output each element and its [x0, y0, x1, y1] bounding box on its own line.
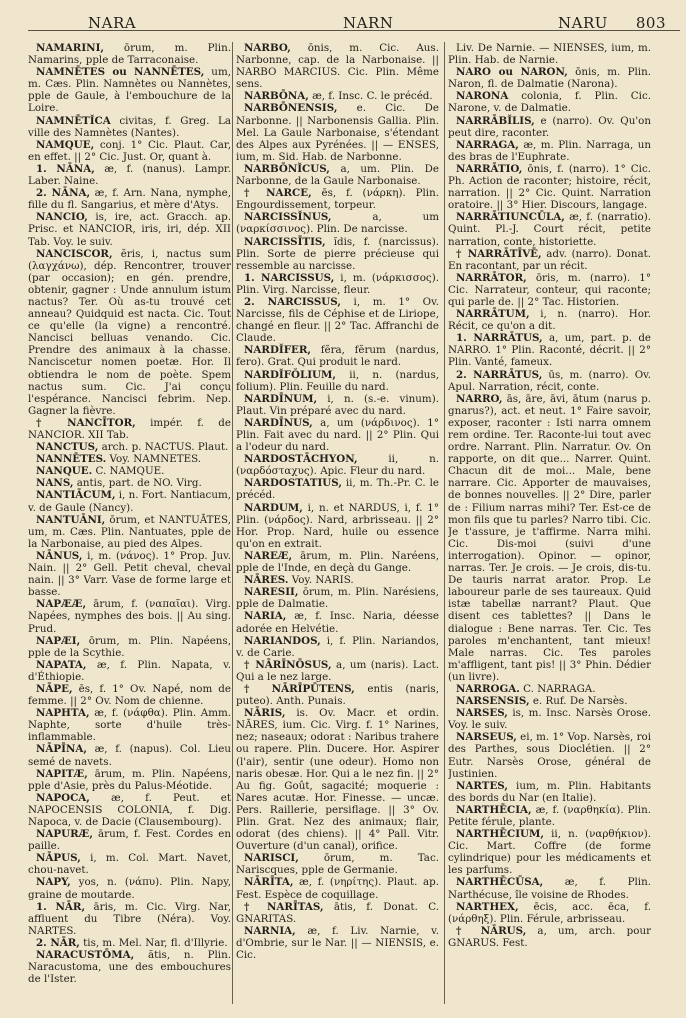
column-left — [28, 42, 231, 1012]
dictionary-entry — [28, 115, 231, 139]
entry-headword: NAREÆ, — [244, 549, 293, 562]
entry-definition: ătis, n. Plin. Naracustoma, une des embouchures de l'Ister. — [28, 949, 231, 986]
entry-definition: ōnis, m. Plin. Naron, fl. de Dalmatie (Narona). — [448, 66, 651, 91]
entry-headword: NĀRIS, — [244, 707, 286, 720]
dictionary-entry — [28, 465, 231, 477]
dictionary-entry — [28, 743, 231, 767]
entry-headword: NARDĬFŎLIUM, — [244, 368, 337, 381]
entry-definition: æ, f. Insc. Naria, déesse adorée en Helvétie. — [236, 610, 439, 635]
dictionary-entry — [236, 610, 439, 634]
entry-headword: NANCTUS, — [36, 441, 99, 454]
dictionary-entry — [448, 66, 651, 90]
entry-definition: æ, f. (νηρίτης). Plaut. ap. Fest. Espèce de coquillage. — [236, 876, 439, 901]
dictionary-entry — [236, 102, 439, 162]
entry-definition: C. NAMQUE. — [92, 465, 165, 478]
dictionary-entry — [448, 163, 651, 211]
entry-headword: 2. NĀR, — [36, 936, 80, 949]
entry-headword: 2. NARRĀTUS, — [456, 368, 543, 381]
entry-headword: NARBŌNĬCUS, — [244, 162, 330, 175]
entry-definition: æ, f. (narratio). Quint. Pl.-J. Court récit, petite narration, conte, historiette. — [448, 211, 651, 248]
entry-headword: NAPÆI, — [36, 634, 81, 647]
entry-headword: NANNĒTES. — [36, 453, 107, 466]
entry-definition: arch. p. NACTUS. Plaut. — [98, 441, 229, 454]
dictionary-entry — [448, 393, 651, 683]
entry-definition: i, m. 1° Ov. Narcisse, fils de Céphise et de Liriope, changé en fleur. || 2° Tac. Affranchi de Claude. — [236, 295, 439, 345]
entry-headword: NAPURÆ, — [36, 828, 93, 841]
entry-definition: a, um, arch. pour GNARUS. Fest. — [448, 924, 651, 949]
dictionary-entry — [28, 453, 231, 465]
entry-headword: NARONA — [456, 90, 509, 103]
entry-definition: ūs, m. (narro). Ov. Apul. Narration, récit, conte. — [448, 368, 651, 393]
entry-headword: NAPOCA, — [36, 791, 90, 804]
entry-headword: NAPÆÆ, — [36, 598, 87, 611]
dictionary-entry — [448, 332, 651, 368]
dictionary-entry — [236, 296, 439, 344]
entry-headword: NANCISCOR, — [36, 247, 113, 260]
dictionary-entry — [236, 586, 439, 610]
entry-headword: NANTIĀCUM, — [36, 489, 116, 502]
entry-definition: adv. (narro). Donat. En racontant, par un récit. — [448, 247, 651, 272]
dictionary-entry — [448, 804, 651, 828]
dictionary-entry — [448, 780, 651, 804]
entry-definition: āris, m. Cic. Virg. Nar, affluent du Tibre (Néra). Voy. NARTES. — [28, 900, 231, 937]
entry-headword: NARIANDOS, — [244, 634, 321, 647]
dictionary-entry — [448, 139, 651, 163]
header-left-guide-word: NARA — [88, 14, 137, 32]
entry-headword: NARDĪNUM, — [244, 392, 318, 405]
dictionary-entry — [28, 441, 231, 453]
dictionary-entry — [236, 163, 439, 187]
entry-definition: is, ire, act. Gracch. ap. Prisc. et NANCIOR, iris, iri, dép. XII Tab. Voy. le suiv. — [28, 211, 231, 248]
entry-headword: † NARĪTAS, — [244, 900, 324, 913]
entry-definition: civitas, f. Greg. La ville des Namnètes (Nantes). — [28, 114, 231, 139]
entry-definition: ārum, m. Plin. Napéens, pple d'Asie, près du Palus-Méotide. — [28, 767, 231, 792]
entry-definition: C. NARRAGA. — [519, 682, 596, 695]
entry-definition: ōris, m. (narro). 1° Cic. Narrateur, conteur, qui raconte; qui parle de. || 2° Tac. Historien. — [448, 271, 651, 308]
entry-definition: is. Ov. Macr. et ordin. NĀRES, ium. Cic. Virg. f. 1° Narines, nez; naseaux; odorat : Naribus trahere ou rapere. Plin. Ducere. Hor. Aspirer (l'air), sentir (une odeur). Homo non naris obesæ. Hor. Qui a le nez fin. || 2° Au fig. Goût, sagacité; moquerie : Nares acutæ. Hor. Finesse. — uncæ. Pers. Raillerie, persiflage. || 3° Ov. Plin. Grat. Nez des animaux; flair, odorat (des chiens). || 4° Pall. Vitr. Ouverture (d'un canal), orifice. — [236, 707, 439, 853]
dictionary-entry — [28, 828, 231, 852]
entry-definition: ēcis, acc. ēca, f. (νάρθηξ). Plin. Férule, arbrisseau. — [448, 900, 651, 925]
dictionary-entry — [236, 453, 439, 477]
entry-headword: NARRĀTIO, — [456, 162, 523, 175]
page-number: 803 — [635, 14, 666, 32]
dictionary-entry — [28, 598, 231, 634]
dictionary-entry — [28, 852, 231, 876]
entry-definition: tis, m. Mel. Nar, fl. d'Illyrie. — [79, 936, 228, 949]
dictionary-entry — [28, 248, 231, 417]
entry-definition: æ, f. Peut. et NAPOCENSIS COLONIA, f. Dig. Napoca, v. de Dacie (Clausembourg). — [28, 791, 231, 828]
dictionary-entry — [28, 163, 231, 187]
dictionary-entry — [28, 635, 231, 659]
dictionary-entry — [28, 477, 231, 489]
entry-definition: impér. f. de NANCIOR. XII Tab. — [28, 416, 231, 441]
entry-headword: NARBŌNENSIS, — [244, 102, 338, 115]
entry-headword: NARRĀTOR, — [456, 271, 527, 284]
dictionary-entry — [28, 876, 231, 900]
entry-definition: a, um (naris). Lact. Qui a le nez large. — [236, 658, 439, 683]
dictionary-entry — [448, 369, 651, 393]
dictionary-entry — [236, 901, 439, 925]
dictionary-entry — [28, 937, 231, 949]
dictionary-entry — [236, 272, 439, 296]
dictionary-entry — [28, 514, 231, 550]
entry-definition: a, um (νάρδινος). 1° Plin. Fait avec du nard. || 2° Plin. Qui a l'odeur du nard. — [236, 416, 439, 454]
entry-headword: NĀRĪTA, — [244, 876, 294, 889]
dictionary-entry — [28, 949, 231, 985]
entry-headword: NARSEUS, — [456, 731, 517, 744]
entry-headword: NĀNUS, — [36, 549, 83, 562]
entry-headword: NARESII, — [244, 586, 299, 599]
entry-definition: ii, n. (nardus, folium). Plin. Feuille du nard. — [236, 368, 439, 393]
entry-definition: ii, n. (ναρδόσταχυς). Apic. Fleur du nard. — [236, 453, 439, 478]
entry-headword: NAMNĒTES ou NANNĒTES, — [36, 66, 205, 79]
entry-definition: æ, f. (napus). Col. Lieu semé de navets. — [28, 743, 231, 768]
dictionary-entry — [236, 574, 439, 586]
dictionary-entry — [448, 731, 651, 779]
entry-headword: NĀRES. — [244, 574, 289, 587]
entry-headword: 2. NARCISSUS, — [244, 295, 341, 308]
dictionary-entry — [28, 901, 231, 937]
dictionary-entry — [236, 852, 439, 876]
entry-definition: ei, m. 1° Vop. Narsès, roi des Parthes, sous Dioclétien. || 2° Eutr. Narsès Orose, général de Justinien. — [448, 731, 651, 780]
entry-definition: ii, n. (ναρθήκιον). Cic. Mart. Coffre (de forme cylindrique) pour les médicaments et les parfums. — [448, 828, 651, 877]
entry-headword: NARTHĒCIUM, — [456, 828, 544, 841]
entry-headword: NANS, — [36, 477, 74, 490]
entry-headword: 2. NĀNA, — [36, 187, 91, 200]
column-right — [448, 42, 651, 1012]
entry-headword: NARNIA, — [244, 924, 296, 937]
dictionary-entry — [236, 550, 439, 574]
dictionary-entry — [236, 417, 439, 453]
entry-headword: † NANCĪTOR, — [36, 416, 136, 429]
entry-definition: i, m. (νάρκισσος). Plin. Virg. Narcisse, fleur. — [236, 271, 439, 296]
entry-definition: ārum, f. Fest. Cordes en paille. — [28, 828, 231, 853]
entry-headword: † NĀRUS, — [456, 924, 527, 937]
entry-definition: Liv. De Narnie. — NIENSES, ium, m. Plin. Hab. de Narnie. — [448, 42, 651, 67]
dictionary-entry — [448, 683, 651, 695]
entry-headword: † NARRĀTĪVĒ, — [456, 247, 542, 260]
dictionary-entry — [448, 828, 651, 876]
entry-headword: NARBŌNA, — [244, 90, 309, 103]
entry-definition: i, m. Col. Mart. Navet, chou-navet. — [28, 852, 231, 877]
entry-definition: ĕris, i, nactus sum (λαγχάνω), dép. Rencontrer, trouver (par occasion); en gén. prendre, obtenir, gagner : Unde annulum istum nactus? Ter. Où as-tu trouvé cet anneau? Quidquid est nacta. Cic. Tout ce qu'elle (la vigne) a rencontré. Nancisci belluas venando. Cic. Prendre des animaux à la chasse. Nanciscetur nomen poetæ. Hor. Il obtiendra le nom de poète. Spem nactus sum. Cic. J'ai conçu l'espérance. Nancisci febrim. Nep. Gagner la fièvre. — [28, 247, 231, 417]
dictionary-entry — [28, 42, 231, 66]
entry-definition: æ, f. (νάφθα). Plin. Amm. Naphte, sorte d'huile très-inflammable. — [28, 707, 231, 744]
entry-definition: æ, f. Plin. Narthécuse, île voisine de Rhodes. — [448, 876, 651, 901]
entry-headword: NAPY, — [36, 876, 71, 889]
entry-headword: NARRĀTUM, — [456, 308, 530, 321]
entry-definition: i, n. et NARDUS, i, f. 1° Plin. (νάρδος). Nard, arbrisseau. || 2° Hor. Prop. Nard, huile ou essence qu'on en extrait. — [236, 501, 439, 550]
entry-headword: NAPHTA, — [36, 707, 90, 720]
entry-definition: fĕra, fĕrum (nardus, fero). Grat. Qui produit le nard. — [236, 344, 439, 369]
entry-definition: æ, f. (nanus). Lampr. Laber. Naine. — [28, 162, 231, 188]
entry-definition: ōnis, m. Cic. Aus. Narbonne, cap. de la Narbonaise. || NARBO MARCIUS. Cic. Plin. Même sens. — [236, 42, 439, 91]
entry-definition: ĭdis, f. (narcissus). Plin. Sorte de pierre précieuse qui ressemble au narcisse. — [236, 235, 439, 272]
entry-headword: NARRĀTIUNCŪLA, — [456, 211, 565, 224]
entry-definition: i, m. (νάνος). 1° Prop. Juv. Nain. || 2° Gell. Petit cheval, cheval nain. || 3° Varr. Vase de forme large et basse. — [28, 549, 231, 599]
entry-headword: NARTHĒCŪSA, — [456, 876, 544, 889]
header-center-guide-word: NARN — [343, 14, 394, 32]
entry-definition: æ, f. Insc. C. le précéd. — [308, 90, 433, 103]
entry-definition: æ, f. Arn. Nana, nymphe, fille du fl. Sangarius, et mère d'Atys. — [28, 187, 231, 212]
dictionary-entry — [448, 42, 651, 66]
dictionary-entry — [236, 187, 439, 211]
column-divider — [232, 42, 233, 1004]
dictionary-entry — [28, 139, 231, 163]
entry-headword: NAMARINI, — [36, 42, 104, 54]
dictionary-entry — [448, 115, 651, 139]
entry-definition: ōrum, et NANTUĀTES, um, m. Cæs. Plin. Nantuates, pple de la Narbonaise, au pied des Alpes. — [28, 513, 231, 550]
entry-definition: yos, n. (νάπυ). Plin. Napy, graine de moutarde. — [28, 876, 231, 901]
dictionary-entry — [28, 659, 231, 683]
entry-headword: NARO ou NARON, — [456, 66, 568, 79]
dictionary-entry — [448, 248, 651, 272]
entry-definition: is, m. Insc. Narsès Orose. Voy. le suiv. — [448, 707, 651, 732]
entry-definition: a, um (ναρκίσσινος). Plin. De narcisse. — [236, 211, 439, 236]
entry-definition: i, n. Fort. Nantiacum, v. de Gaule (Nancy). — [28, 489, 231, 514]
entry-definition: ēs, f. (νάρκη). Plin. Engourdissement, torpeur. — [236, 187, 439, 212]
entry-definition: æ, f. Plin. Napata, v. d'Éthiopie. — [28, 658, 231, 683]
entry-definition: i, n. (s.-e. vinum). Plaut. Vin préparé avec du nard. — [236, 392, 439, 417]
dictionary-entry — [236, 393, 439, 417]
dictionary-entry — [28, 66, 231, 114]
dictionary-entry — [28, 211, 231, 247]
entry-headword: NANQUE. — [36, 465, 93, 478]
dictionary-entry — [236, 683, 439, 707]
entry-definition: ii, m. Th.-Pr. C. le précéd. — [236, 477, 439, 502]
dictionary-entry — [448, 876, 651, 900]
dictionary-entry — [28, 187, 231, 211]
entry-definition: e (narro). Ov. Qu'on peut dire, raconter. — [448, 114, 651, 139]
entry-headword: 1. NARRĀTUS, — [456, 332, 543, 345]
entry-definition: æ, m. Plin. Narraga, un des bras de l'Euphrate. — [448, 138, 651, 163]
entry-headword: NANTUĀNI, — [36, 513, 106, 526]
entry-headword: NĀPE, — [36, 682, 73, 695]
entry-headword: NARSENSIS, — [456, 695, 530, 708]
dictionary-entry — [28, 768, 231, 792]
dictionary-entry — [448, 211, 651, 247]
entry-headword: NARDOSTATIUS, — [244, 477, 342, 490]
dictionary-entry — [236, 90, 439, 102]
entry-headword: NARTHEX, — [456, 900, 519, 913]
dictionary-entry — [236, 211, 439, 235]
entry-definition: Voy. NAMNETES. — [106, 453, 202, 466]
entry-definition: Voy. NARIS. — [288, 574, 354, 587]
entry-headword: † NARCE, — [244, 187, 312, 200]
dictionary-entry — [448, 925, 651, 949]
dictionary-entry — [236, 369, 439, 393]
entry-definition: ium, m. Plin. Habitants des bords du Nar (en Italie). — [448, 779, 651, 804]
entry-definition: æ, f. Liv. Narnie, v. d'Ombrie, sur le Nar. || — NIENSIS, e. Cic. — [236, 924, 439, 962]
entry-headword: NĀPUS, — [36, 852, 81, 865]
entry-definition: entis (naris, puteo). Anth. Punais. — [236, 682, 439, 708]
entry-headword: NARRĀBĬLIS, — [456, 114, 535, 127]
dictionary-entry — [448, 901, 651, 925]
columns — [28, 42, 672, 1017]
entry-headword: NANCIO, — [36, 211, 88, 224]
header-right-guide-word: NARU — [558, 14, 608, 32]
dictionary-entry — [236, 635, 439, 659]
dictionary-entry — [236, 344, 439, 368]
dictionary-entry — [236, 236, 439, 272]
entry-definition: um, m. Cæs. Plin. Namnètes ou Nannètes, pple de Gaule, à l'embouchure de la Loire. — [28, 66, 231, 115]
entry-headword: NARACUSTŌMA, — [36, 949, 135, 962]
entry-headword: NAMNĒTĬCA — [36, 114, 111, 127]
dictionary-entry — [236, 707, 439, 852]
entry-definition: e. Cic. De Narbonne. || Narbonensis Gallia. Plin. Mel. La Gaule Narbonaise, s'étendant des Alpes aux Pyrénées. || — ENSES, ium, m. Sid. Hab. de Narbonne. — [236, 102, 439, 163]
entry-definition: ōrum, m. Plin. Napéens, pple de la Scythie. — [28, 634, 231, 659]
entry-definition: antis, part. de NO. Virg. — [73, 477, 202, 490]
column-divider — [444, 42, 445, 1004]
entry-headword: NARDUM, — [244, 501, 303, 514]
dictionary-entry — [28, 489, 231, 513]
entry-definition: æ, f. (ναρθηκία). Plin. Petite férule, plante. — [448, 803, 651, 828]
running-header — [28, 10, 672, 32]
entry-definition: a, um. Plin. De Narbonne, de la Gaule Narbonaise. — [236, 162, 439, 188]
entry-definition: ās, āre, āvi, ātum (narus p. gnarus?), act. et neut. 1° Faire savoir, exposer, raconter : Isti narra omnem rem ordine. Ter. Raconte-lui tout avec ordre. Narrant. Plin. Narratur. Ov. On rapporte, on dit que... Narrer. Quint. Chacun dit de moi... Male, bene narrare. Cic. Apporter de mauvaises, de bonnes nouvelles. || 2° Dire, parler de : Filium narras mihi? Ter. Est-ce de mon fils que tu parles? Narro tibi. Cic. Je t'assure, je t'affirme. Narra mihi. Cic. Dis-moi (suivi d'une interrogation). Opinor. — opinor, narras. Ter. Je crois. — Je crois, dis-tu. De tauris narrat arator. Prop. Le laboureur parle de ses taureaux. Quid istæ tabellæ narrant? Plaut. Que disent ces tablettes? || Dans le dialogue : Bene narras. Ter. Cic. Tes paroles m'enchantent, tant mieux! Male narras. Cic. Tes paroles m'affligent, tant pis! || 3° Phin. Dédier (un livre). — [448, 392, 651, 683]
entry-definition: ārum, f. (ναπαῖαι). Virg. Napées, nymphes des bois. || Au sing. Prud. — [28, 598, 231, 635]
dictionary-entry — [448, 695, 651, 707]
dictionary-entry — [448, 90, 651, 114]
entry-headword: 1. NĀNA, — [36, 162, 95, 175]
entry-definition: ōrum, m. Plin. Narésiens, pple de Dalmatie. — [236, 586, 439, 611]
entry-headword: NARBO, — [244, 42, 291, 54]
dictionary-entry — [28, 792, 231, 828]
entry-headword: NARROGA. — [456, 682, 520, 695]
entry-headword: NARCISSĬNUS, — [244, 211, 332, 224]
entry-definition: ōrum, m. Plin. Namarins, pple de Tarraconaise. — [28, 42, 231, 67]
entry-definition: i, n. (narro). Hor. Récit, ce qu'on a dit. — [448, 308, 651, 333]
dictionary-entry — [236, 42, 439, 90]
entry-headword: NARRAGA, — [456, 138, 519, 151]
dictionary-entry — [448, 272, 651, 308]
dictionary-entry — [236, 477, 439, 501]
entry-headword: 1. NARCISSUS, — [244, 271, 335, 284]
dictionary-entry — [28, 417, 231, 441]
entry-headword: NAPATA, — [36, 658, 87, 671]
entry-headword: NARDOSTĀCHYON, — [244, 453, 358, 466]
header-rule — [28, 30, 680, 31]
entry-headword: NARIA, — [244, 610, 287, 623]
entry-definition: conj. 1° Cic. Plaut. Car, en effet. || 2° Cic. Just. Or, quant à. — [28, 138, 231, 163]
dictionary-entry — [28, 707, 231, 743]
entry-headword: NARCISSĪTIS, — [244, 235, 326, 248]
dictionary-entry — [236, 502, 439, 550]
dictionary-entry — [28, 683, 231, 707]
dictionary-entry — [236, 876, 439, 900]
entry-headword: NARRO, — [456, 392, 503, 405]
entry-headword: NARDĪNUS, — [244, 416, 313, 429]
entry-headword: NAMQUE, — [36, 138, 95, 151]
entry-definition: i, f. Plin. Nariandos, v. de Carie. — [236, 634, 439, 659]
entry-definition: colonia, f. Plin. Cic. Narone, v. de Dalmatie. — [448, 90, 651, 115]
entry-definition: ārum, m. Plin. Naréens, pple de l'Inde, en deçà du Gange. — [236, 549, 439, 575]
entry-definition: ātis, f. Donat. C. GNARITAS. — [236, 900, 439, 925]
entry-headword: NAPITÆ, — [36, 767, 88, 780]
entry-headword: NĀPĪNA, — [36, 743, 87, 756]
entry-definition: ēs, f. 1° Ov. Napé, nom de femme. || 2° Ov. Nom de chienne. — [28, 682, 231, 708]
entry-definition: e. Ruf. De Narsès. — [529, 695, 628, 708]
entry-definition: ōnis, f. (narro). 1° Cic. Ph. Action de raconter; histoire, récit, narration. || 2° Cic. Quint. Narration oratoire. || 3° Hier. Discours, langage. — [448, 162, 651, 212]
entry-headword: NARTES, — [456, 779, 508, 792]
entry-definition: ōrum, m. Tac. Nariscques, pple de Germanie. — [236, 852, 439, 877]
entry-headword: NARISCI, — [244, 852, 299, 865]
entry-headword: 1. NĀR, — [36, 900, 86, 913]
entry-headword: † NĀRĪPŪTENS, — [244, 682, 355, 695]
dictionary-entry — [236, 659, 439, 683]
dictionary-entry — [236, 925, 439, 961]
entry-headword: NARSES, — [456, 707, 508, 720]
column-middle — [236, 42, 439, 1012]
entry-headword: † NĀRĪNŌSUS, — [244, 658, 332, 671]
entry-definition: a, um, part. p. de NARRO. 1° Plin. Raconté, décrit. || 2° Plin. Vanté, fameux. — [448, 332, 651, 369]
dictionary-entry — [28, 550, 231, 598]
entry-headword: NARTHĒCIA, — [456, 803, 532, 816]
entry-headword: NARDĬFER, — [244, 344, 312, 357]
dictionary-entry — [448, 308, 651, 332]
dictionary-entry — [448, 707, 651, 731]
